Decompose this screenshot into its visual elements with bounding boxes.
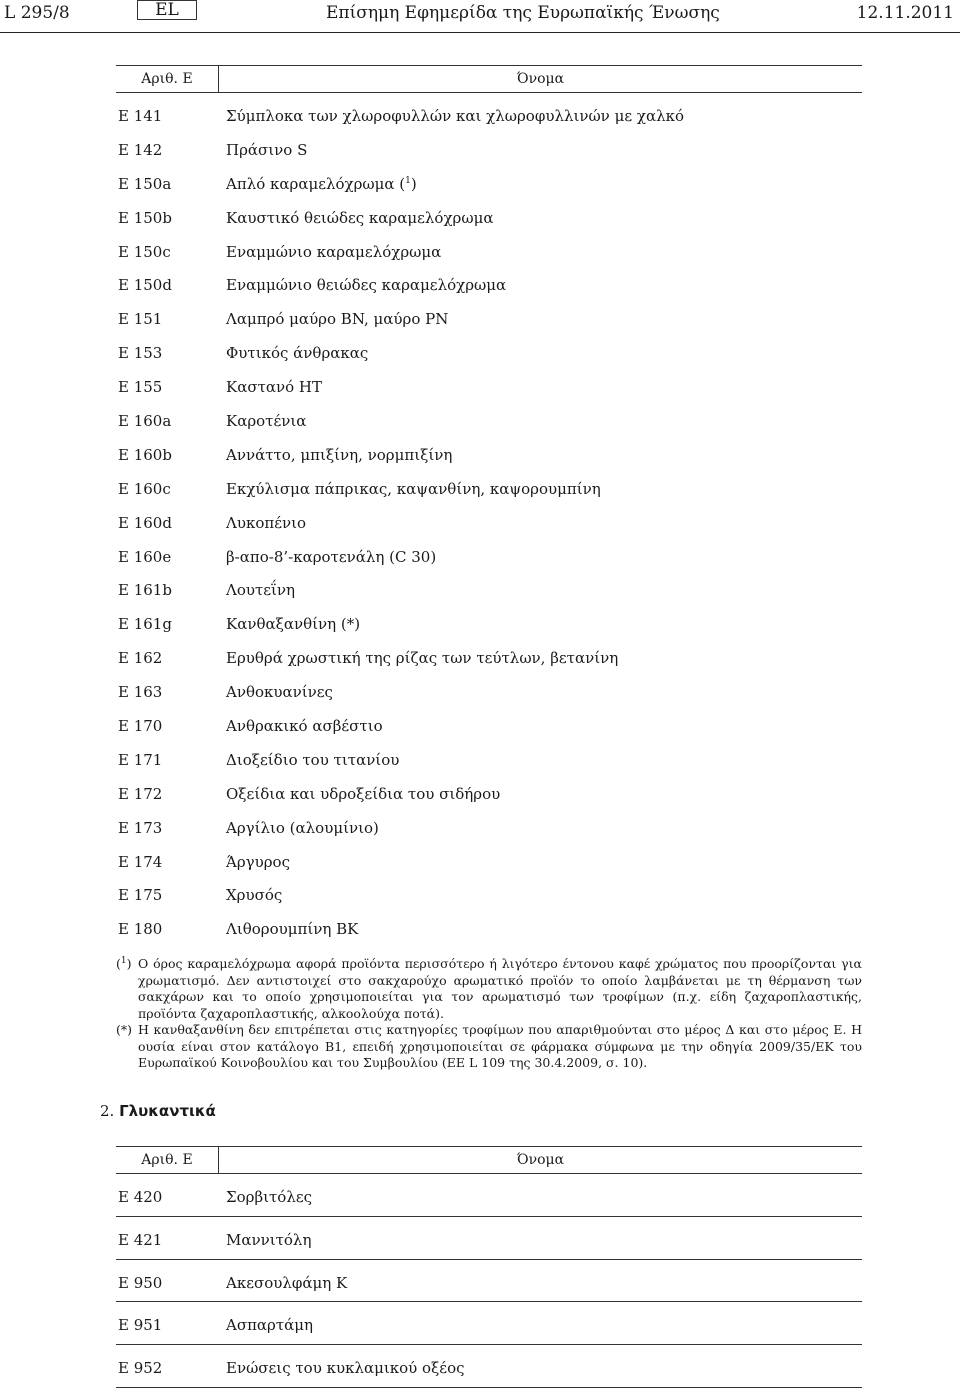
substance-name: Καστανό HT <box>226 378 323 397</box>
column-header-name: Όνομα <box>516 71 565 87</box>
e-number: E 153 <box>118 344 163 363</box>
table-row <box>116 262 862 296</box>
table-row <box>116 1260 862 1303</box>
e-number: E 151 <box>118 310 163 329</box>
substance-name: Ακεσουλφάμη K <box>226 1273 348 1292</box>
table-body <box>116 1174 862 1388</box>
substance-name: Εναμμώνιο θειώδες καραμελόχρωμα <box>226 276 507 295</box>
substance-name: Λουτεΐνη <box>226 581 296 600</box>
section-heading <box>100 1102 216 1120</box>
language-badge: EL <box>137 0 197 20</box>
journal-title: Επίσημη Εφημερίδα της Ευρωπαϊκής Ένωσης <box>326 3 720 23</box>
substance-name: Χρυσός <box>226 886 283 905</box>
e-number: E 172 <box>118 784 163 803</box>
section-number: 2. <box>100 1102 115 1120</box>
e-number: E 155 <box>118 378 163 397</box>
footnote-2 <box>116 1022 862 1072</box>
table-body <box>116 93 862 940</box>
substance-name: Άργυρος <box>226 852 290 871</box>
substance-name: Ασπαρτάμη <box>226 1316 314 1335</box>
e-number: E 162 <box>118 649 163 668</box>
table-row <box>116 229 862 263</box>
substance-name: Καροτένια <box>226 412 307 431</box>
table-row <box>116 195 862 229</box>
e-number: E 142 <box>118 140 163 159</box>
table-row <box>116 1174 862 1217</box>
table-row <box>116 1302 862 1345</box>
substance-name: Μαννιτόλη <box>226 1230 312 1249</box>
e-number: E 150b <box>118 208 172 227</box>
e-number: E 170 <box>118 717 163 736</box>
e-number: E 950 <box>118 1273 163 1292</box>
substance-name: Απλό καραμελόχρωμα ($^1$) <box>226 174 417 193</box>
table-header <box>116 1146 862 1174</box>
e-number: E 173 <box>118 818 163 837</box>
table-header <box>116 65 862 93</box>
table-row <box>116 839 862 873</box>
e-number: E 150a <box>118 174 172 193</box>
table-row <box>116 127 862 161</box>
e-number: E 160a <box>118 412 172 431</box>
e-number: E 161g <box>118 615 172 634</box>
substance-name: Πράσινο S <box>226 140 308 159</box>
table-row <box>116 93 862 127</box>
table-row <box>116 703 862 737</box>
substance-name: Ερυθρά χρωστική της ρίζας των τεύτλων, βετανίνη <box>226 649 619 668</box>
table-row <box>116 906 862 940</box>
footnote-mark: (*) <box>116 1022 133 1037</box>
issue-date: 12.11.2011 <box>856 3 954 23</box>
section-title: Γλυκαντικά <box>119 1102 216 1120</box>
e-number: E 160d <box>118 513 172 532</box>
substance-name: Φυτικός άνθρακας <box>226 344 369 363</box>
substance-name: Αργίλιο (αλουμίνιο) <box>226 818 379 837</box>
substance-name: Οξείδια και υδροξείδια του σιδήρου <box>226 784 501 803</box>
substance-name: Λιθορουμπίνη BK <box>226 920 359 939</box>
table-row <box>116 330 862 364</box>
column-header-name: Όνομα <box>516 1152 565 1168</box>
table-row <box>116 567 862 601</box>
footnotes <box>116 956 862 1072</box>
substance-name: Λαμπρό μαύρο BN, μαύρο PN <box>226 310 449 329</box>
column-header-code: Αριθ. E <box>141 1152 193 1168</box>
footnote-mark: ($^1$) <box>116 955 132 971</box>
substance-name: Καυστικό θειώδες καραμελόχρωμα <box>226 208 494 227</box>
page-header <box>0 0 960 33</box>
table-row <box>116 669 862 703</box>
substance-name: Εναμμώνιο καραμελόχρωμα <box>226 242 442 261</box>
e-number: E 160c <box>118 479 171 498</box>
e-number: E 150d <box>118 276 172 295</box>
substance-name: Εκχύλισμα πάπρικας, καψανθίνη, καψορουμπίνη <box>226 479 601 498</box>
table-row <box>116 364 862 398</box>
table-row <box>116 635 862 669</box>
substance-name: Ανθοκυανίνες <box>226 683 333 702</box>
table-row <box>116 398 862 432</box>
e-number: E 174 <box>118 852 163 871</box>
substance-name: Λυκοπένιο <box>226 513 307 532</box>
e-number: E 420 <box>118 1188 163 1206</box>
e-number: E 160e <box>118 547 172 566</box>
e-number: E 161b <box>118 581 172 600</box>
table-row <box>116 1345 862 1388</box>
substance-name: Αννάττο, μπιξίνη, νορμπιξίνη <box>226 445 453 464</box>
e-number: E 421 <box>118 1230 163 1249</box>
footnote-text: Ο όρος καραμελόχρωμα αφορά προϊόντα περισσότερο ή λιγότερο έντονου καφέ χρώματος που προορίζονται για χρωματισμό. Δεν αντιστοιχεί στο σακχαρούχο αρωματικό προϊόν το οποίο λαμβάνεται με τη θέρμανση των σακχάρων και το οποίο χρησιμοποιείται για τον αρωματισμό των τροφίμων (π.χ. είδη ζαχαροπλαστικής, προϊόντα ζαχαροπλαστικής, αλκοολούχα ποτά). <box>138 956 862 1021</box>
table-row <box>116 534 862 568</box>
e-number: E 951 <box>118 1316 163 1335</box>
e-number: E 141 <box>118 107 163 125</box>
e-number: E 171 <box>118 750 163 769</box>
table-row <box>116 872 862 906</box>
e-number: E 180 <box>118 920 163 939</box>
substance-name: Διοξείδιο του τιτανίου <box>226 750 400 769</box>
substance-name: Κανθαξανθίνη (*) <box>226 615 361 634</box>
substance-name: β-απο-8’-καροτενάλη (C 30) <box>226 547 437 566</box>
footnote-text: Η κανθαξανθίνη δεν επιτρέπεται στις κατηγορίες τροφίμων που απαριθμούνται στο μέρος Δ και στο μέρος Ε. Η ουσία είναι στον κατάλογο Β1, επειδή χρησιμοποιείται σε φάρμακα σύμφωνα με την οδηγία 2009/35/ΕΚ του Ευρωπαϊκού Κοινοβουλίου και του Συμβουλίου (ΕΕ L 109 της 30.4.2009, σ. 10). <box>138 1022 862 1070</box>
table-row <box>116 601 862 635</box>
table-row <box>116 432 862 466</box>
footnote-1 <box>116 956 862 1022</box>
column-header-code: Αριθ. E <box>141 71 193 87</box>
e-number: E 150c <box>118 242 171 261</box>
table-row <box>116 1217 862 1260</box>
substance-name: Σορβιτόλες <box>226 1188 313 1206</box>
sweeteners-table <box>116 1146 862 1388</box>
table-row <box>116 805 862 839</box>
table-row <box>116 161 862 195</box>
table-row <box>116 296 862 330</box>
table-row <box>116 771 862 805</box>
table-row <box>116 500 862 534</box>
e-number: E 160b <box>118 445 172 464</box>
e-number: E 163 <box>118 683 163 702</box>
substance-name: Ανθρακικό ασβέστιο <box>226 717 383 736</box>
substance-name: Σύμπλοκα των χλωροφυλλών και χλωροφυλλινών με χαλκό <box>226 107 684 125</box>
page-number: L 295/8 <box>4 3 70 23</box>
e-number: E 175 <box>118 886 163 905</box>
table-row <box>116 737 862 771</box>
substance-name: Ενώσεις του κυκλαμικού οξέος <box>226 1359 465 1378</box>
colours-table <box>116 65 862 940</box>
e-number: E 952 <box>118 1359 163 1378</box>
table-row <box>116 466 862 500</box>
